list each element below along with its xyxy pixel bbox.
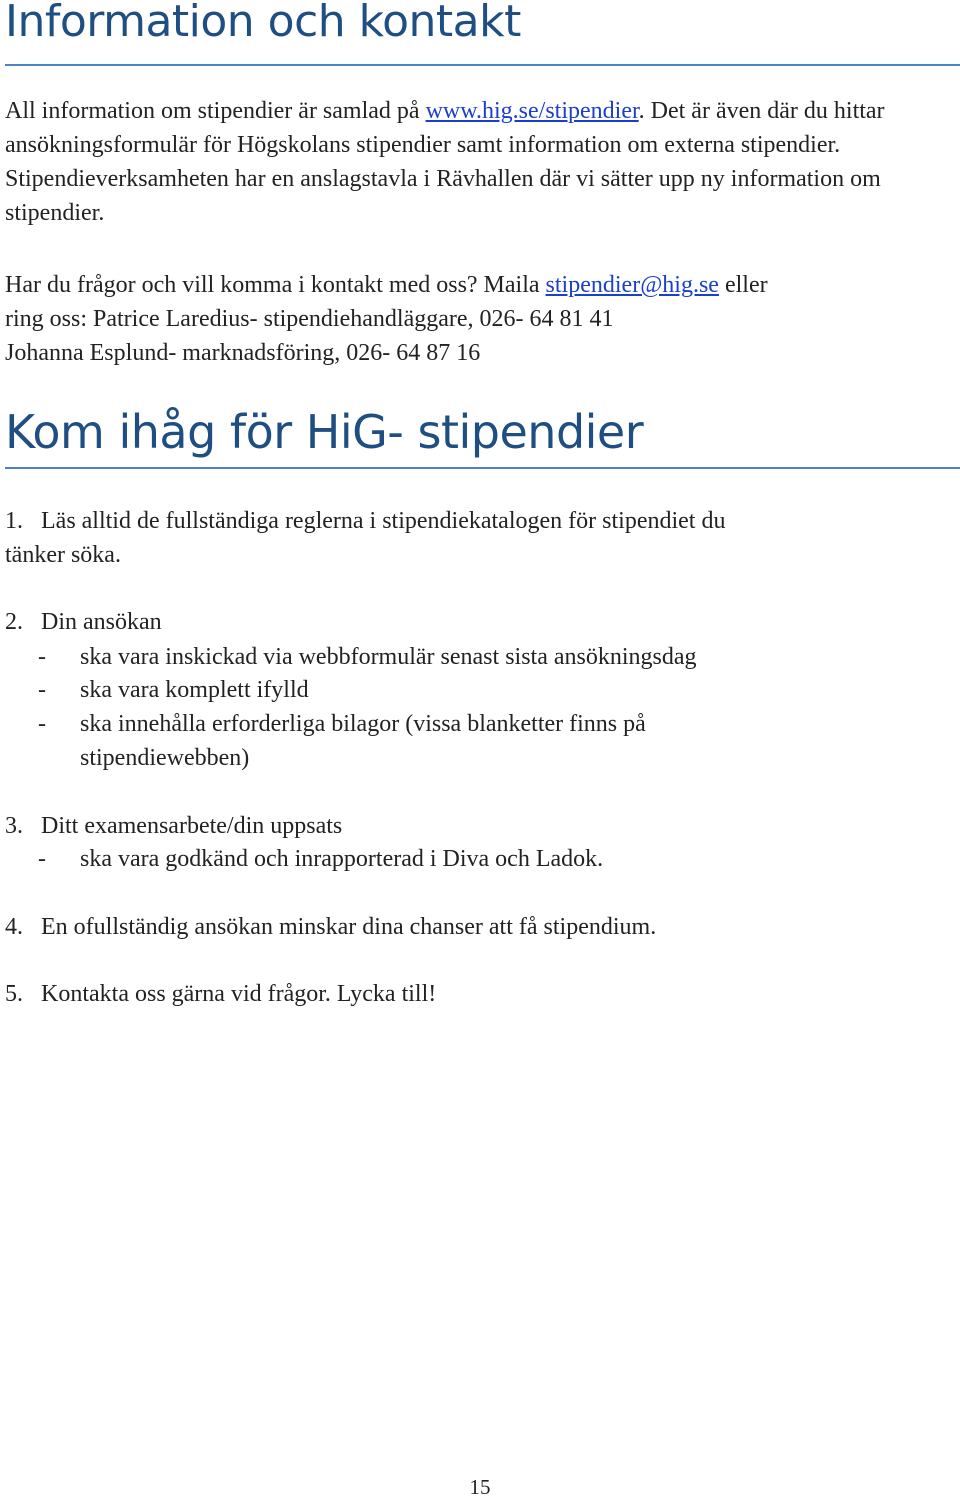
page-number: 15 <box>469 1475 491 1499</box>
info-paragraph <box>5 94 960 230</box>
list-item-1 <box>5 504 725 538</box>
email-link[interactable]: stipendier@hig.se <box>545 272 719 298</box>
dash-bullet: - <box>38 846 46 872</box>
sub-item: ska innehålla erforderliga bilagor (vissa blanketter finns på <box>80 711 646 737</box>
contact-line-3: Johanna Esplund- marknadsföring, 026- 64 87 16 <box>5 340 481 366</box>
dash-bullet: - <box>38 677 46 703</box>
sub-item-continuation: stipendiewebben) <box>80 745 250 771</box>
list-text: Läs alltid de fullständiga reglerna i stipendiekatalogen för stipendiet du <box>41 508 726 534</box>
info-text-start: All information om stipendier är samlad på <box>5 98 426 124</box>
sub-item: ska vara inskickad via webbformulär senast sista ansökningsdag <box>80 644 697 670</box>
list-number: 5. <box>5 981 23 1007</box>
list-text: Ditt examensarbete/din uppsats <box>41 813 343 839</box>
list-item-5 <box>5 977 436 1011</box>
info-text-end: . Det är även där du hittar ansökningsformulär för Högskolans stipendier samt information om externa stipendier. Stipendieverksamheten har en anslagstavla i Rävhallen där vi sätter upp ny information om stipendier. <box>5 98 885 226</box>
list-number: 2. <box>5 609 23 635</box>
sub-item: ska vara komplett ifylld <box>80 677 309 703</box>
sub-item: ska vara godkänd och inrapporterad i Diva och Ladok. <box>80 846 604 872</box>
section-title-reminder: Kom ihåg för HiG- stipendier <box>5 405 644 459</box>
contact-text-end: eller <box>718 272 768 298</box>
list-number: 1. <box>5 508 23 534</box>
heading-rule <box>5 64 960 66</box>
dash-bullet: - <box>38 711 46 737</box>
list-number: 4. <box>5 914 23 940</box>
list-number: 3. <box>5 813 23 839</box>
contact-paragraph <box>5 268 960 370</box>
contact-text-start: Har du frågor och vill komma i kontakt med oss? Maila <box>5 272 546 298</box>
section-title-information: Information och kontakt <box>5 0 521 47</box>
stipendier-link[interactable]: www.hig.se/stipendier <box>425 98 639 124</box>
list-item-2 <box>5 605 162 639</box>
list-item-3 <box>5 809 342 843</box>
list-text: Kontakta oss gärna vid frågor. Lycka till! <box>41 981 437 1007</box>
list-text: En ofullständig ansökan minskar dina chanser att få stipendium. <box>41 914 657 940</box>
dash-bullet: - <box>38 644 46 670</box>
list-item-4 <box>5 910 656 944</box>
list-item-1-continuation: tänker söka. <box>5 542 121 568</box>
contact-line-1 <box>5 268 960 302</box>
list-text: Din ansökan <box>41 609 162 635</box>
contact-line-2: ring oss: Patrice Laredius- stipendiehandläggare, 026- 64 81 41 <box>5 306 614 332</box>
heading-rule <box>5 467 960 469</box>
